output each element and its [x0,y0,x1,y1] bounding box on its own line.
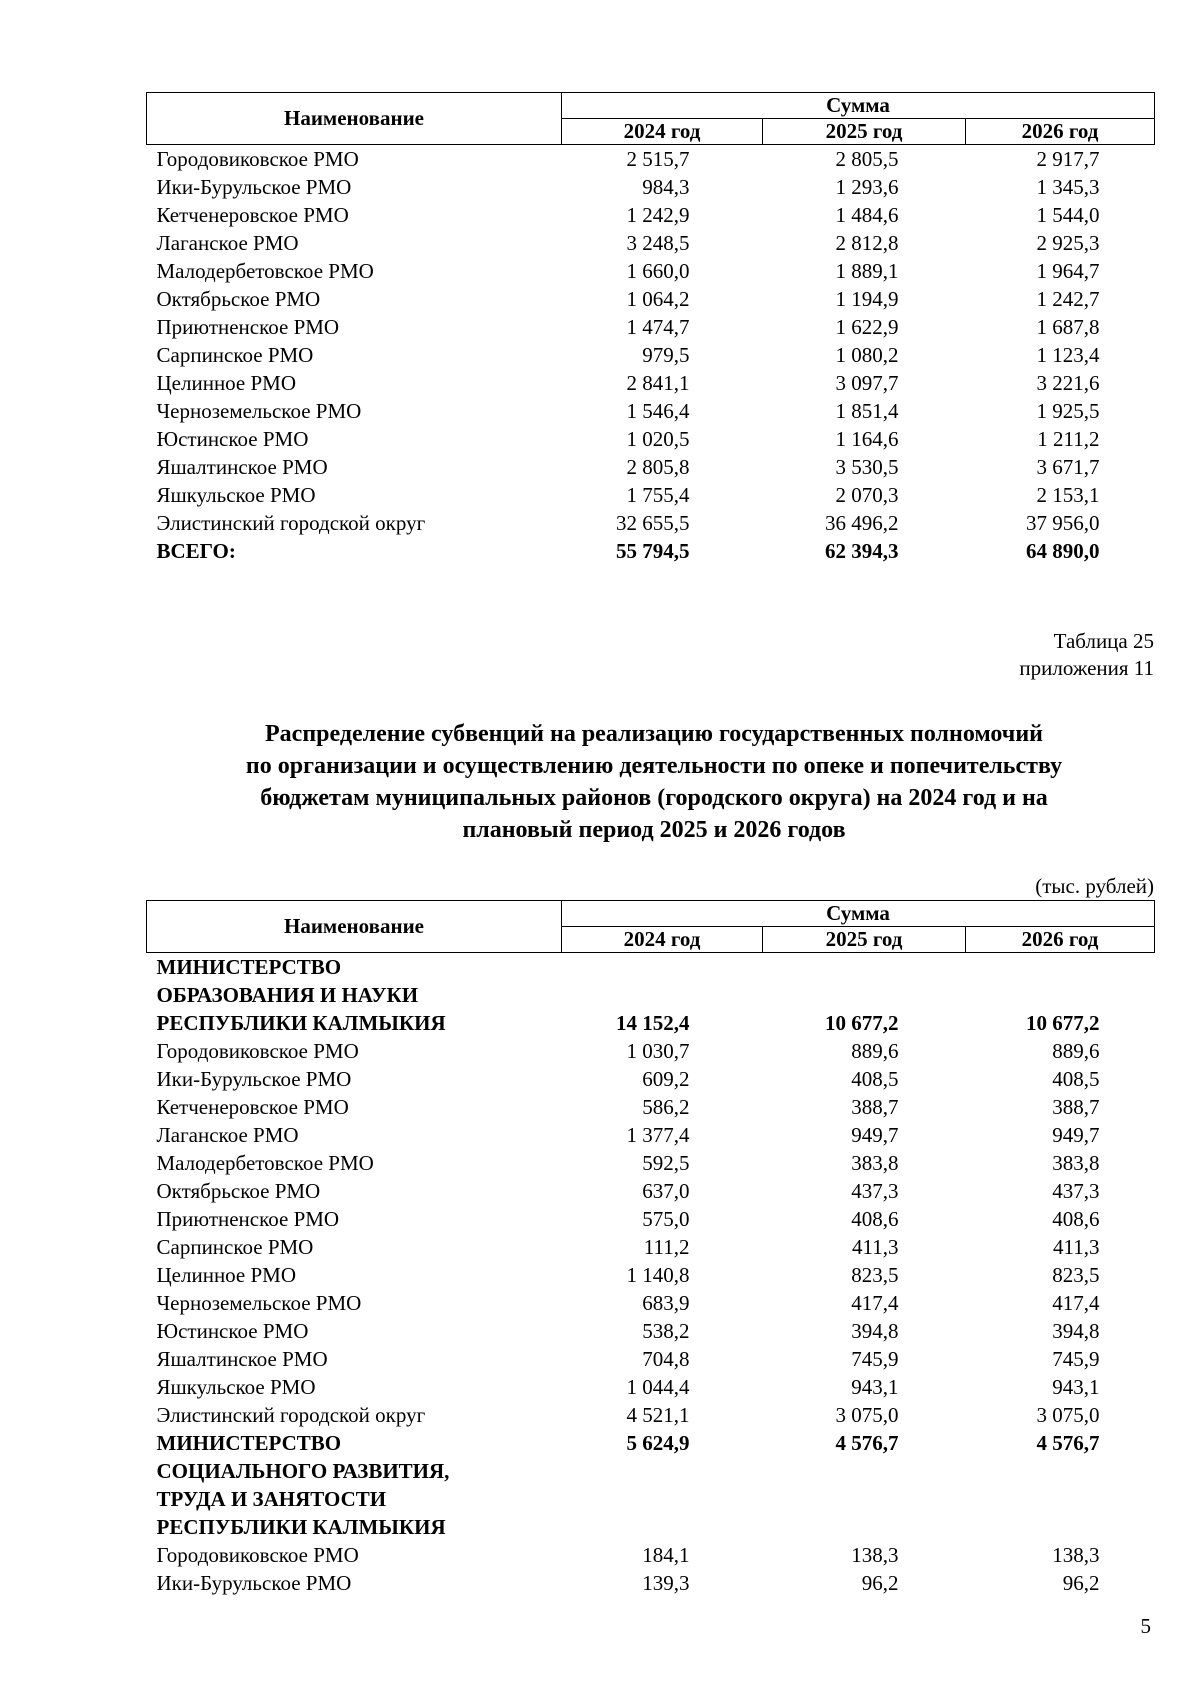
table-row [147,1317,1155,1345]
table-row [147,397,1155,425]
value-cell: 32 655,5 [616,511,690,535]
table-row [147,453,1155,481]
value-cell: 411,3 [1053,1235,1100,1259]
column-header-2026: 2026 год [966,927,1155,953]
row-name: Малодербетовское РМО [156,259,374,283]
table-row [147,229,1155,257]
table-row [147,1373,1155,1401]
table-row [147,1205,1155,1233]
row-name: Яшалтинское РМО [156,1347,328,1371]
value-cell: 138,3 [1052,1543,1100,1567]
table-row [147,173,1155,201]
value-cell: 388,7 [1052,1095,1100,1119]
value-cell: 2 805,5 [835,147,899,171]
row-name: Сарпинское РМО [156,1235,314,1259]
value-cell: 1 755,4 [626,483,690,507]
value-cell: 1 622,9 [835,315,899,339]
table-row [147,1541,1155,1569]
value-cell: 889,6 [851,1039,899,1063]
row-name-line: ОБРАЗОВАНИЯ И НАУКИ [156,983,419,1007]
value-cell: 1 925,5 [1036,399,1100,423]
value-cell: 437,3 [851,1179,899,1203]
row-name [147,953,562,1038]
row-name: ВСЕГО: [156,539,236,563]
value-cell: 1 020,5 [626,427,690,451]
table-row [147,313,1155,341]
title-line: Распределение субвенций на реализацию государственных полномочий [265,721,1043,747]
value-cell: 745,9 [1052,1347,1100,1371]
value-cell: 1 242,9 [626,203,690,227]
table-row [147,509,1155,537]
row-name-line: ТРУДА И ЗАНЯТОСТИ [156,1487,387,1511]
value-cell: 2 153,1 [1036,483,1100,507]
value-cell: 388,7 [851,1095,899,1119]
column-header-2026: 2026 год [966,119,1155,145]
value-cell: 1 484,6 [835,203,899,227]
table-row [147,1121,1155,1149]
row-name [147,1429,562,1541]
value-cell: 3 221,6 [1036,371,1100,395]
value-cell: 62 394,3 [825,539,899,563]
row-name: Юстинское РМО [156,427,309,451]
row-name: Целинное РМО [156,1263,297,1287]
value-cell: 1 080,2 [835,343,899,367]
row-name: Лаганское РМО [156,1123,299,1147]
value-cell: 138,3 [851,1543,899,1567]
row-name: Городовиковское РМО [156,1039,359,1063]
value-cell: 1 123,4 [1036,343,1100,367]
value-cell: 408,6 [1052,1207,1100,1231]
row-name: Сарпинское РМО [156,343,314,367]
table-row [147,425,1155,453]
table-number: Таблица 25 [1053,629,1154,653]
column-header-2025: 2025 год [763,119,966,145]
value-cell: 1 660,0 [626,259,690,283]
value-cell: 943,1 [1052,1375,1100,1399]
row-name: Ики-Бурульское РМО [156,1571,352,1595]
value-cell: 383,8 [1052,1151,1100,1175]
row-name: Октябрьское РМО [156,287,321,311]
ministry-row [147,953,1155,1038]
value-cell: 1 377,4 [626,1123,690,1147]
value-cell: 3 248,5 [626,231,690,255]
value-cell: 979,5 [642,343,690,367]
table-row [147,285,1155,313]
value-cell: 823,5 [1052,1263,1100,1287]
row-name: Лаганское РМО [156,231,299,255]
table-row [147,1093,1155,1121]
table-row [147,1401,1155,1429]
row-name-line: СОЦИАЛЬНОГО РАЗВИТИЯ, [156,1459,450,1483]
value-cell: 609,2 [642,1067,690,1091]
value-cell: 3 671,7 [1036,455,1100,479]
table-row [147,341,1155,369]
value-cell: 14 152,4 [616,1011,690,1035]
table-row [147,1345,1155,1373]
value-cell: 1 140,8 [626,1263,690,1287]
value-cell: 1 242,7 [1036,287,1100,311]
value-cell: 984,3 [642,175,690,199]
value-cell: 408,5 [1052,1067,1100,1091]
table-row [147,257,1155,285]
column-header-name: Наименование [147,901,562,953]
title-line: плановый период 2025 и 2026 годов [462,817,846,843]
value-cell: 586,2 [642,1095,690,1119]
value-cell: 96,2 [861,1571,899,1595]
value-cell: 3 075,0 [835,1403,899,1427]
value-cell: 949,7 [1052,1123,1100,1147]
table-row [147,1037,1155,1065]
value-cell: 1 030,7 [626,1039,690,1063]
row-name: Яшкульское РМО [156,483,316,507]
value-cell: 575,0 [642,1207,690,1231]
value-cell: 111,2 [643,1235,690,1259]
row-name-line: РЕСПУБЛИКИ КАЛМЫКИЯ [156,1515,446,1539]
value-cell: 139,3 [642,1571,690,1595]
value-cell: 408,6 [851,1207,899,1231]
value-cell: 4 576,7 [1036,1431,1100,1455]
row-name-line: МИНИСТЕРСТВО [156,1431,342,1455]
table-row [147,201,1155,229]
row-name-line: МИНИСТЕРСТВО [156,955,342,979]
table-row [147,1065,1155,1093]
value-cell: 5 624,9 [626,1431,690,1455]
value-cell: 683,9 [642,1291,690,1315]
row-name: Октябрьское РМО [156,1179,321,1203]
row-name: Элистинский городской округ [156,511,426,535]
column-header-2024: 2024 год [562,927,763,953]
row-name: Яшалтинское РМО [156,455,328,479]
row-name: Яшкульское РМО [156,1375,316,1399]
value-cell: 1 687,8 [1036,315,1100,339]
value-cell: 1 293,6 [835,175,899,199]
value-cell: 949,7 [851,1123,899,1147]
value-cell: 55 794,5 [616,539,690,563]
table-2 [146,900,1155,1597]
table-row [147,1149,1155,1177]
value-cell: 437,3 [1052,1179,1100,1203]
value-cell: 1 211,2 [1037,427,1100,451]
value-cell: 943,1 [851,1375,899,1399]
table-1 [146,92,1155,565]
column-header-sum: Сумма [562,93,1155,119]
row-name: Целинное РМО [156,371,297,395]
ministry-row [147,1429,1155,1541]
value-cell: 4 576,7 [835,1431,899,1455]
table-row [147,1233,1155,1261]
row-name: Черноземельское РМО [156,399,362,423]
row-name: Ики-Бурульское РМО [156,1067,352,1091]
column-header-2025: 2025 год [763,927,966,953]
value-cell: 10 677,2 [825,1011,899,1035]
value-cell: 2 070,3 [835,483,899,507]
value-cell: 96,2 [1062,1571,1100,1595]
value-cell: 36 496,2 [825,511,899,535]
value-cell: 823,5 [851,1263,899,1287]
value-cell: 2 805,8 [626,455,690,479]
value-cell: 592,5 [642,1151,690,1175]
value-cell: 1 546,4 [626,399,690,423]
value-cell: 2 812,8 [835,231,899,255]
value-cell: 1 044,4 [626,1375,690,1399]
value-cell: 394,8 [1052,1319,1100,1343]
value-cell: 1 889,1 [835,259,899,283]
table-row [147,369,1155,397]
value-cell: 2 925,3 [1036,231,1100,255]
row-name: Кетченеровское РМО [156,203,349,227]
value-cell: 64 890,0 [1026,539,1100,563]
value-cell: 1 345,3 [1036,175,1100,199]
table-row [147,1261,1155,1289]
value-cell: 411,3 [852,1235,899,1259]
column-header-name: Наименование [147,93,562,145]
units-note: (тыс. рублей) [1035,874,1154,898]
value-cell: 394,8 [851,1319,899,1343]
value-cell: 1 474,7 [626,315,690,339]
value-cell: 4 521,1 [626,1403,690,1427]
value-cell: 704,8 [642,1347,690,1371]
appendix-reference: приложения 11 [1019,656,1154,680]
value-cell: 1 964,7 [1036,259,1100,283]
value-cell: 637,0 [642,1179,690,1203]
value-cell: 3 097,7 [835,371,899,395]
value-cell: 3 075,0 [1036,1403,1100,1427]
value-cell: 417,4 [851,1291,899,1315]
value-cell: 184,1 [642,1543,690,1567]
total-row [147,537,1155,565]
table-row [147,1569,1155,1597]
row-name: Приютненское РМО [156,315,340,339]
value-cell: 408,5 [851,1067,899,1091]
value-cell: 538,2 [642,1319,690,1343]
table-row [147,481,1155,509]
table-row [147,1177,1155,1205]
value-cell: 2 917,7 [1036,147,1100,171]
value-cell: 383,8 [851,1151,899,1175]
document-title [150,718,1158,846]
row-name: Юстинское РМО [156,1319,309,1343]
row-name: Черноземельское РМО [156,1291,362,1315]
value-cell: 745,9 [851,1347,899,1371]
row-name: Ики-Бурульское РМО [156,175,352,199]
value-cell: 1 064,2 [626,287,690,311]
row-name: Городовиковское РМО [156,147,359,171]
title-line: бюджетам муниципальных районов (городского округа) на 2024 год и на [260,785,1048,811]
value-cell: 10 677,2 [1026,1011,1100,1035]
value-cell: 3 530,5 [835,455,899,479]
value-cell: 1 194,9 [835,287,899,311]
row-name: Малодербетовское РМО [156,1151,374,1175]
page-number: 5 [1140,1614,1151,1638]
row-name: Приютненское РМО [156,1207,340,1231]
value-cell: 1 544,0 [1036,203,1100,227]
column-header-sum: Сумма [562,901,1155,927]
column-header-2024: 2024 год [562,119,763,145]
table-row [147,145,1155,174]
value-cell: 889,6 [1052,1039,1100,1063]
title-line: по организации и осуществлению деятельности по опеке и попечительству [245,753,1063,779]
value-cell: 37 956,0 [1026,511,1100,535]
value-cell: 1 851,4 [835,399,899,423]
value-cell: 2 841,1 [626,371,690,395]
value-cell: 2 515,7 [626,147,690,171]
row-name: Элистинский городской округ [156,1403,426,1427]
value-cell: 1 164,6 [835,427,899,451]
row-name-line: РЕСПУБЛИКИ КАЛМЫКИЯ [156,1011,446,1035]
value-cell: 417,4 [1052,1291,1100,1315]
row-name: Кетченеровское РМО [156,1095,349,1119]
row-name: Городовиковское РМО [156,1543,359,1567]
table-row [147,1289,1155,1317]
